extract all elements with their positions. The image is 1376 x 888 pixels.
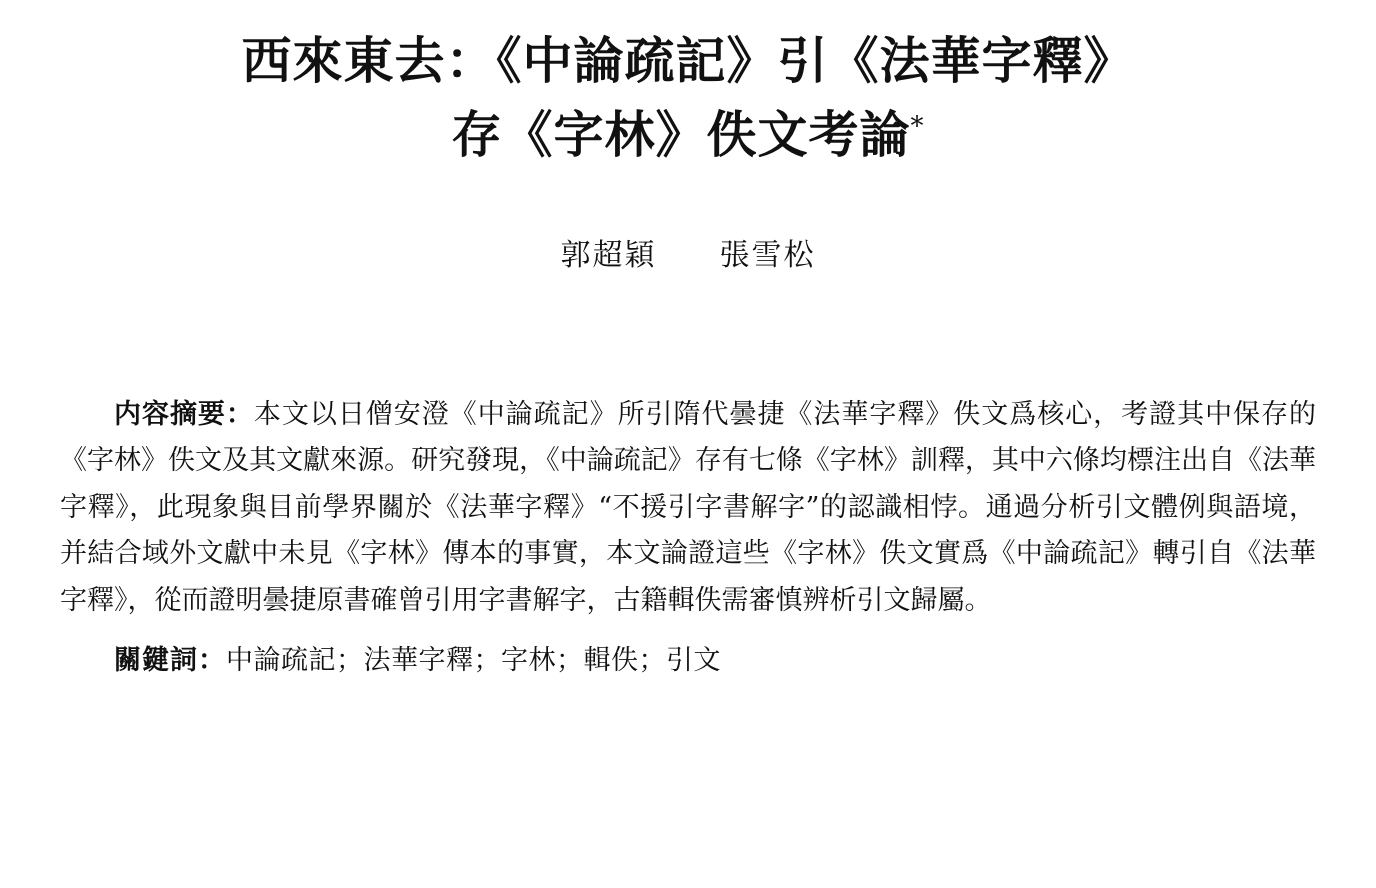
keywords-paragraph <box>60 638 1316 684</box>
abstract-label: 内容摘要： <box>114 399 254 430</box>
keywords-label: 關鍵詞： <box>114 645 226 677</box>
title-block <box>60 0 1316 172</box>
author-1: 郭超穎 <box>560 238 657 273</box>
abstract-paragraph <box>60 392 1316 624</box>
author-2: 張雪松 <box>719 238 816 273</box>
keywords-text: 中論疏記；法華字釋；字林；輯佚；引文 <box>226 645 721 677</box>
page-title-line-2-text: 存《字林》佚文考論 <box>451 105 911 164</box>
abstract-text: 本文以日僧安澄《中論疏記》所引隋代曇捷《法華字釋》佚文爲核心，考證其中保存的《字林》佚文及其文獻來源。研究發現，《中論疏記》存有七條《字林》訓釋，其中六條均標注出自《法華字釋》，此現象與目前學界關於《法華字釋》“不援引字書解字”的認識相悖。通過分析引文體例與語境，并結合域外文獻中未見《字林》傳本的事實，本文論證這些《字林》佚文實爲《中論疏記》轉引自《法華字釋》，從而證明曇捷原書確曾引用字書解字，古籍輯佚需審慎辨析引文歸屬。 <box>60 399 1317 616</box>
page-title-line-2 <box>60 98 1316 172</box>
abstract-block <box>60 392 1316 685</box>
author-list <box>60 230 1316 274</box>
page-title-line-1: 西來東去：《中論疏記》引《法華字釋》 <box>241 31 1135 90</box>
title-footnote-marker: * <box>910 111 925 142</box>
